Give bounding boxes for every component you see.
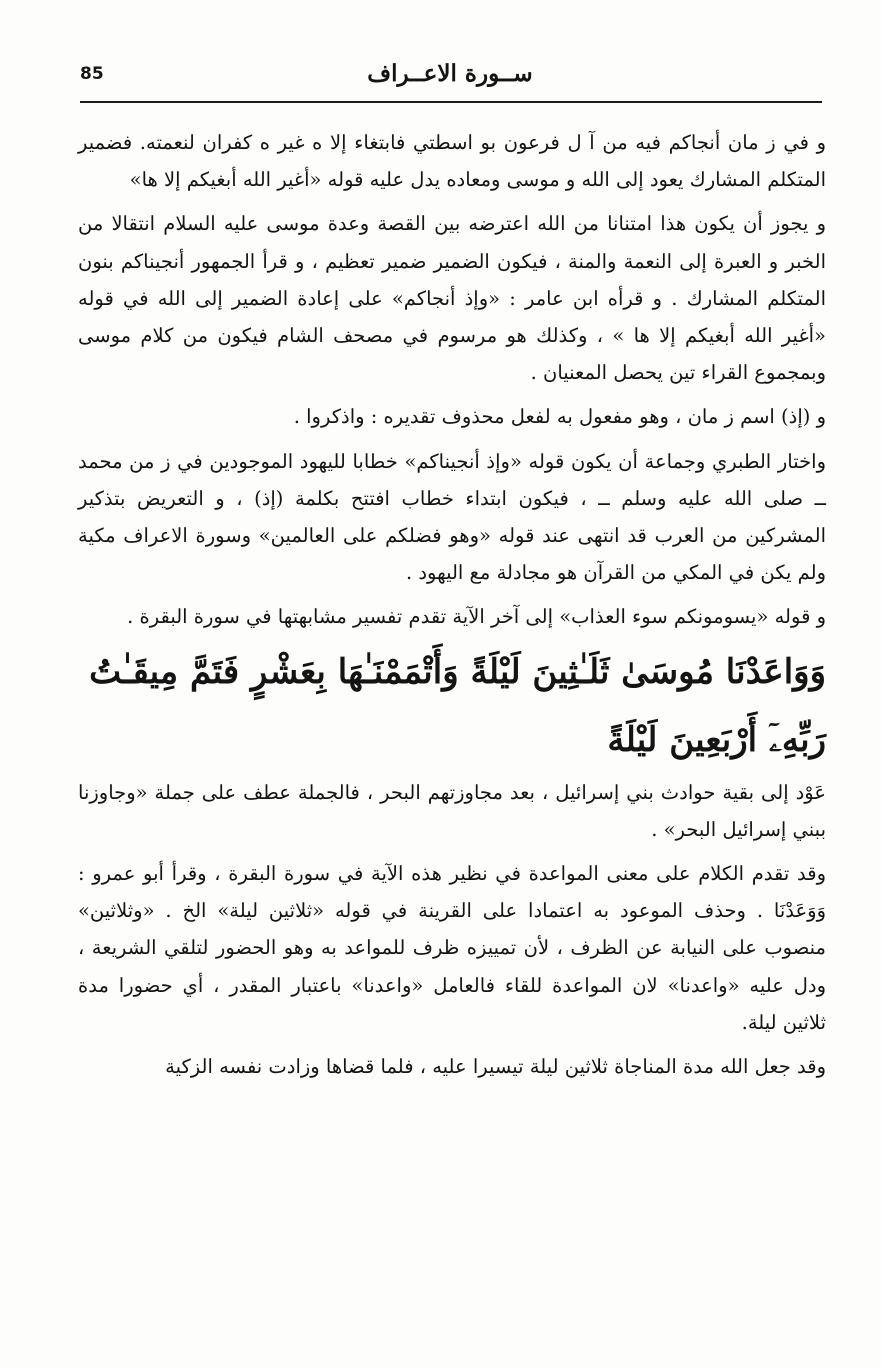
paragraph: واختار الطبري وجماعة أن يكون قوله «وإذ أنجيناكم» خطابا لليهود الموجودين في ز من محمد ــ صلى الله عليه وسلم ــ ، فيكون ابتداء خطاب افتتح بكلمة (إذ) ، و التعريض بتذكير المشركين من العرب قد انتهى عند قوله «وهو فضلكم على العالمين» وسورة الاعراف مكية ولم يكن في المكي من القرآن هو مجادلة مع اليهود . (78, 449, 826, 585)
quran-verse (78, 638, 826, 774)
paragraph: و في ز مان أنجاكم فيه من آ ل فرعون بو اسطتي فابتغاء إلا ه غير ه كفران لنعمته. فضمير المتكلم المشارك يعود إلى الله و موسى ومعاده يدل عليه قوله «أغير الله أبغيكم إلا ها» (78, 131, 826, 192)
page-body (78, 124, 826, 1092)
verse-line: رَبِّهِۦٓ أَرْبَعِينَ لَيْلَةً (607, 719, 826, 760)
paragraph: و يجوز أن يكون هذا امتنانا من الله اعترضه بين القصة وعدة موسى عليه السلام انتقالا من الخبر و العبرة إلى النعمة والمنة ، فيكون الضمير ضمير تعظيم ، و قرأ الجمهور أنجيناكم بنون المتكلم المشارك . و قرأه ابن عامر : «وإذ أنجاكم» على إعادة الضمير إلى الله في قوله «أغير الله أبغيكم إلا ها » ، وكذلك هو مرسوم في مصحف الشام فيكون من كلام موسى وبمجموع القراء تين يحصل المعنيان . (78, 212, 826, 385)
verse-line: وَوَاعَدْنَا مُوسَىٰ ثَلَـٰثِينَ لَيْلَةً وَأَتْمَمْنَـٰهَا بِعَشْرٍ فَتَمَّ مِيقَـٰتُ (89, 651, 826, 692)
paragraph: عَوْد إلى بقية حوادث بني إسرائيل ، بعد مجاوزتهم البحر ، فالجملة عطف على جملة «وجاوزنا ببني إسرائيل البحر» . (78, 780, 826, 841)
header-rule (80, 101, 822, 103)
paragraph: وقد تقدم الكلام على معنى المواعدة في نظير هذه الآية في سورة البقرة ، وقرأ أبو عمرو : وَوَعَدْنَا . وحذف الموعود به اعتمادا على القرينة في قوله «ثلاثين ليلة» الخ . «وثلاثين» منصوب على النيابة عن الظرف ، لأن تمييزه ظرف للمواعد به وهو الحضور لتلقي الشريعة ، ودل عليه «واعدنا» لان المواعدة للقاء فالعامل «واعدنا» باعتبار المقدر ، أي حضورا مدة ثلاثين ليلة. (78, 862, 826, 1034)
paragraph: وقد جعل الله مدة المناجاة ثلاثين ليلة تيسيرا عليه ، فلما قضاها وزادت نفسه الزكية (165, 1055, 826, 1079)
running-title: ســورة الاعــراف (367, 60, 533, 87)
page-header (80, 58, 820, 98)
page-number: 85 (80, 64, 104, 84)
paragraph: و (إذ) اسم ز مان ، وهو مفعول به لفعل محذوف تقديره : واذكروا . (293, 405, 826, 429)
paragraph: و قوله «يسومونكم سوء العذاب» إلى آخر الآية تقدم تفسير مشابهتها في سورة البقرة . (127, 605, 826, 629)
